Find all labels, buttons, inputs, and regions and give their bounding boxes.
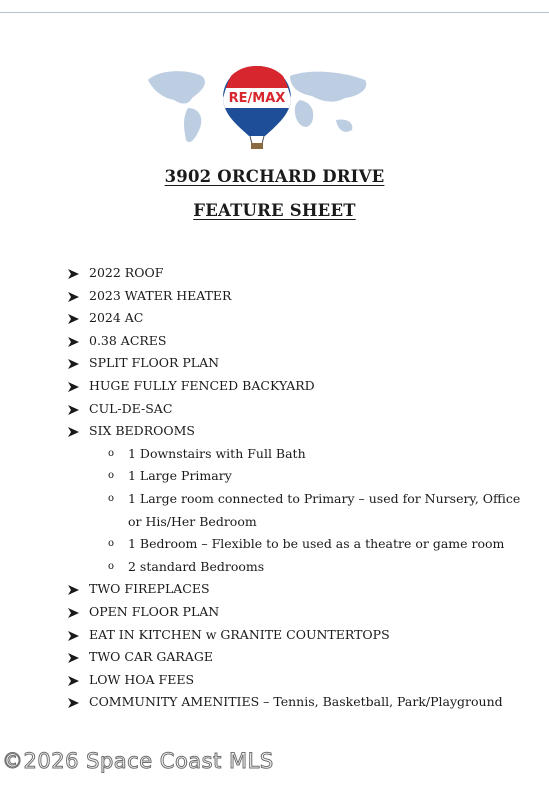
feature-text: 1 Bedroom – Flexible to be used as a theatre or game room	[128, 536, 505, 552]
feature-subitem	[0, 465, 549, 488]
feature-text: TWO CAR GARAGE	[89, 649, 213, 665]
feature-text: 1 Large room connected to Primary – used for Nursery, Office	[128, 490, 521, 506]
brand-text: RE/MAX	[228, 91, 286, 106]
feature-item	[0, 398, 549, 421]
feature-text: HUGE FULLY FENCED BACKYARD	[89, 377, 315, 393]
feature-subitem	[0, 443, 549, 466]
feature-item	[0, 262, 549, 285]
feature-text: 0.38 ACRES	[89, 332, 167, 348]
feature-text: 2024 AC	[89, 310, 144, 326]
feature-item	[0, 420, 549, 443]
feature-item	[0, 578, 549, 601]
feature-text: 2022 ROOF	[89, 265, 164, 280]
feature-item	[0, 669, 549, 692]
feature-item	[0, 646, 549, 669]
feature-text: SIX BEDROOMS	[89, 423, 195, 439]
world-map-balloon-image	[140, 58, 375, 153]
arrowhead-bullet-icon	[68, 262, 80, 287]
arrowhead-bullet-icon	[68, 601, 80, 626]
feature-item	[0, 352, 549, 375]
feature-text: 1 Large Primary	[128, 468, 232, 484]
arrowhead-bullet-icon	[68, 624, 80, 649]
circle-bullet-icon: o	[108, 470, 115, 482]
arrowhead-bullet-icon	[68, 398, 80, 423]
arrowhead-bullet-icon	[68, 285, 80, 310]
feature-list	[0, 262, 549, 714]
property-address-title: 3902 ORCHARD DRIVE	[164, 167, 385, 186]
feature-text: SPLIT FLOOR PLAN	[89, 355, 220, 371]
top-rule	[0, 12, 549, 13]
feature-text: COMMUNITY AMENITIES – Tennis, Basketball, Park/Playground	[89, 694, 503, 710]
feature-subitem	[0, 533, 549, 556]
arrowhead-bullet-icon	[68, 578, 80, 603]
arrowhead-bullet-icon	[68, 375, 80, 400]
feature-subitem	[0, 511, 549, 534]
arrowhead-bullet-icon	[68, 352, 80, 377]
copyright-footer: ©2026 Space Coast MLS	[2, 749, 274, 773]
circle-bullet-icon: o	[108, 492, 115, 504]
arrowhead-bullet-icon	[68, 669, 80, 694]
feature-text: or His/Her Bedroom	[128, 513, 257, 529]
arrowhead-bullet-icon	[68, 420, 80, 445]
feature-sheet-title: FEATURE SHEET	[193, 201, 356, 220]
feature-text: CUL-DE-SAC	[89, 400, 173, 416]
feature-text: 1 Downstairs with Full Bath	[128, 445, 306, 461]
feature-item	[0, 601, 549, 624]
feature-item	[0, 330, 549, 353]
remax-logo	[140, 58, 375, 153]
feature-text: TWO FIREPLACES	[89, 581, 210, 597]
arrowhead-bullet-icon	[68, 330, 80, 355]
arrowhead-bullet-icon	[68, 307, 80, 332]
feature-text: 2023 WATER HEATER	[89, 287, 232, 303]
feature-text: 2 standard Bedrooms	[128, 558, 265, 574]
feature-text: EAT IN KITCHEN w GRANITE COUNTERTOPS	[89, 626, 390, 642]
arrowhead-bullet-icon	[68, 646, 80, 671]
feature-item	[0, 307, 549, 330]
circle-bullet-icon: o	[108, 560, 115, 572]
feature-item	[0, 624, 549, 647]
circle-bullet-icon: o	[108, 538, 115, 550]
circle-bullet-icon: o	[108, 447, 115, 459]
feature-subitem	[0, 488, 549, 511]
feature-item	[0, 285, 549, 308]
feature-subitem	[0, 556, 549, 579]
feature-text: LOW HOA FEES	[89, 671, 195, 687]
feature-item	[0, 375, 549, 398]
arrowhead-bullet-icon	[68, 691, 80, 716]
feature-text: OPEN FLOOR PLAN	[89, 603, 220, 619]
feature-item	[0, 691, 549, 714]
